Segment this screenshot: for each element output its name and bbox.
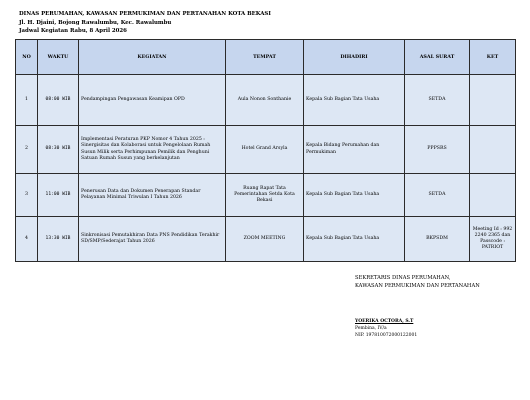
row-number: 2 [16, 126, 38, 174]
column-header-note: KET [470, 40, 516, 75]
row-source-letter: SETDA [405, 75, 470, 126]
document-header [19, 10, 271, 36]
signatory-rank: Pembina, IV/a [355, 326, 387, 331]
table-row [16, 126, 516, 174]
row-place: Ruang Rapat Tata Pemerintahan Setda Kota Bekasi [226, 174, 304, 217]
column-header-activity: KEGIATAN [79, 40, 226, 75]
table-row [16, 217, 516, 262]
row-note [470, 75, 516, 126]
row-source-letter: PPPSRS [405, 126, 470, 174]
agency-name: DINAS PERUMAHAN, KAWASAN PERMUKIMAN DAN PERTANAHAN KOTA BEKASI [19, 11, 271, 17]
row-activity: Sinkronisasi Pemutakhiran Data PNS Pendidikan Terakhir SD/SMP/Sederajat Tahun 2026 [79, 217, 226, 262]
table-header-row [16, 40, 516, 75]
signatory-block [355, 318, 417, 339]
column-header-place: TEMPAT [226, 40, 304, 75]
row-time: 08:00 WIB [38, 75, 79, 126]
row-place: Aula Nonon Sonthanie [226, 75, 304, 126]
signatory-title [355, 274, 480, 290]
row-attended: Kepala Sub Bagian Tata Usaha [304, 75, 405, 126]
row-activity: Penerusan Data dan Dokumen Penerapan Standar Pelayanan Minimal Triwulan I Tahun 2026 [79, 174, 226, 217]
signatory-nip: NIP. 197810072000122001 [355, 333, 418, 338]
row-time: 08:30 WIB [38, 126, 79, 174]
table-row [16, 75, 516, 126]
row-time: 11:00 WIB [38, 174, 79, 217]
row-number: 4 [16, 217, 38, 262]
row-number: 3 [16, 174, 38, 217]
row-time: 13:30 WIB [38, 217, 79, 262]
column-header-source-letter: ASAL SURAT [405, 40, 470, 75]
column-header-time: WAKTU [38, 40, 79, 75]
row-place: Hotel Grand Arsyla [226, 126, 304, 174]
row-note [470, 126, 516, 174]
row-note [470, 174, 516, 217]
row-place: ZOOM MEETING [226, 217, 304, 262]
schedule-table [15, 39, 516, 262]
table-row [16, 174, 516, 217]
row-activity: Implementasi Peraturan PKP Nomor 4 Tahun 2025 : Sinergisitas dan Kolaborasi untuk Pengelolaan Rumah Susun Milik serta Perhimpunan Pemilik dan Penghuni Satuan Rumah Susun yang berkelanjutan [79, 126, 226, 174]
row-activity: Pendampingan Pengawasan Keamipan OPD [79, 75, 226, 126]
row-note: Meeting Id : 992 2240 2365 dan Passcode : PATRIOT [470, 217, 516, 262]
signatory-name: YOERIKA OCTORA, S.T [355, 319, 414, 324]
row-source-letter: SETDA [405, 174, 470, 217]
row-attended: Kepala Bidang Perumahan dan Permukiman [304, 126, 405, 174]
column-header-attended: DIHADIRI [304, 40, 405, 75]
row-attended: Kepala Sub Bagian Tata Usaha [304, 217, 405, 262]
row-attended: Kepala Sub Bagian Tata Usaha [304, 174, 405, 217]
column-header-no: NO [16, 40, 38, 75]
signatory-title-line2: KAWASAN PERMUKIMAN DAN PERTANAHAN [355, 283, 480, 289]
row-source-letter: BKPSDM [405, 217, 470, 262]
row-number: 1 [16, 75, 38, 126]
schedule-date: Jadwal Kegiatan Rabu, 8 April 2026 [19, 28, 127, 35]
signatory-title-line1: SEKRETARIS DINAS PERUMAHAN, [355, 275, 451, 281]
agency-address: Jl. H. Djaini, Bojong Rawalumbu, Kec. Rawalumbu [19, 19, 172, 26]
